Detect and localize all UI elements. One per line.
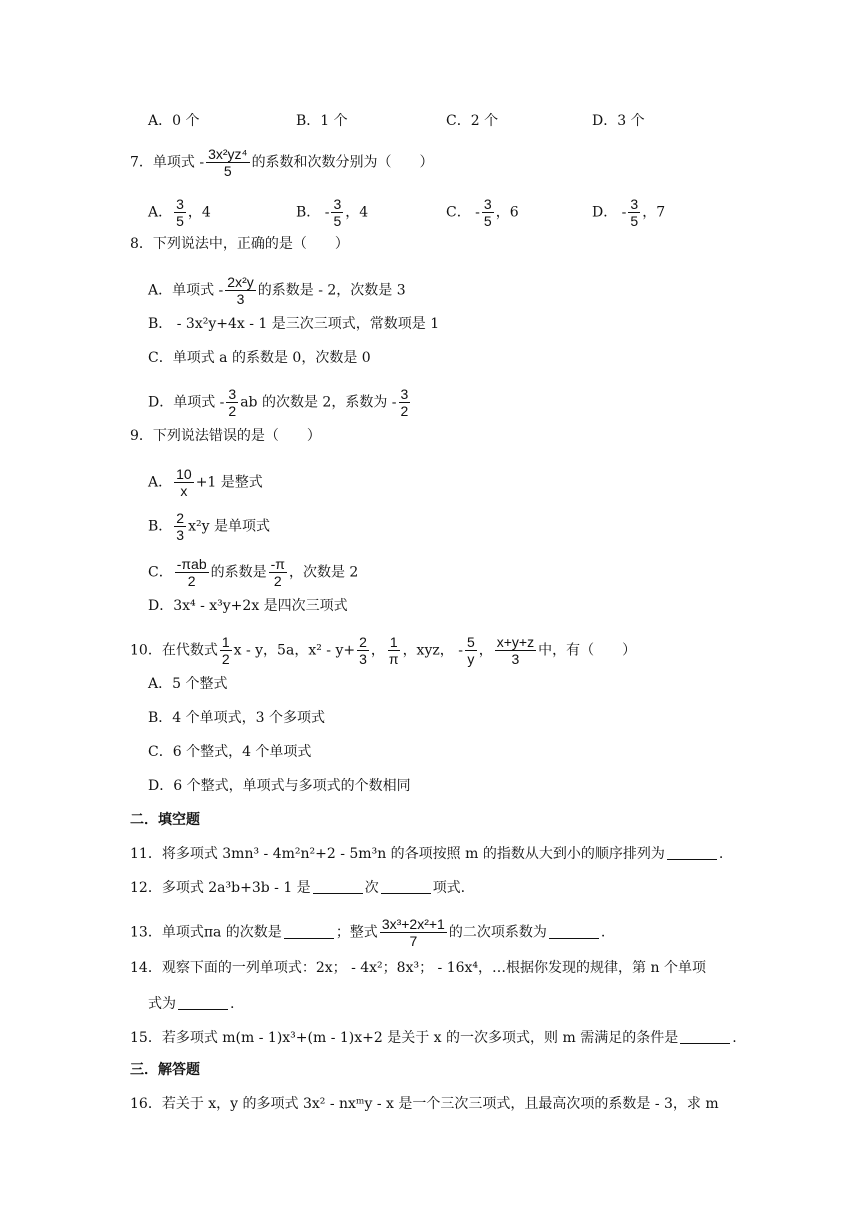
q10-f5-den: 3 — [511, 651, 520, 667]
q7-fraction — [206, 146, 249, 179]
q10-stem-post: 中，有（ ） — [538, 642, 637, 659]
q9-c-fraction-2 — [269, 556, 287, 589]
q7-a-den: 5 — [176, 213, 184, 229]
question-15 — [130, 1028, 737, 1048]
q9-c-mid: 的系数是 — [210, 564, 267, 581]
q9-b-den: 3 — [176, 527, 185, 543]
q7-a-num: 3 — [176, 196, 184, 212]
q13-mid: ；整式 — [335, 924, 378, 941]
q10-t1: x - y，5a，x² - y+ — [233, 642, 356, 659]
q9-option-d: D．3x⁴ - x³y+2x 是四次三项式 — [148, 598, 348, 614]
question-14-line-1: 14．观察下面的一列单项式：2x； - 4x²；8x³； - 16x⁴，…根据你发现的规律，第 n 个单项 — [130, 960, 706, 976]
q7-frac-num: 3x²yz⁴ — [208, 146, 248, 162]
q10-f4-den: y — [467, 651, 475, 667]
q8-d-num-1: 3 — [228, 386, 237, 402]
q7-a-label: A． — [148, 204, 173, 221]
q13-answer-blank-1[interactable] — [284, 924, 334, 939]
question-10-stem — [130, 634, 636, 667]
section-fill-in-heading: 二．填空题 — [130, 812, 200, 828]
q8-a-post: 的系数是 - 2，次数是 3 — [257, 282, 406, 299]
q12-text: 12．多项式 2a³b+3b - 1 是 — [130, 880, 311, 896]
q9-c-label: C． — [148, 564, 173, 581]
q13-den: 7 — [409, 933, 418, 949]
question-12 — [130, 878, 465, 898]
q13-num: 3x³+2x²+1 — [381, 916, 445, 932]
q12-mid: 次 — [364, 880, 379, 896]
q7-c-num: 3 — [483, 196, 492, 212]
q9-a-den: x — [180, 483, 188, 499]
q7-suffix: 的系数和次数分别为（ ） — [251, 154, 434, 171]
q15-answer-blank[interactable] — [680, 1029, 730, 1044]
q7-frac-den: 5 — [223, 163, 232, 179]
question-11 — [130, 844, 723, 864]
q8-d-den-1: 2 — [228, 403, 237, 419]
q10-stem-pre: 10．在代数式 — [130, 642, 218, 659]
q13-text: 13．单项式πa 的次数是 — [130, 924, 282, 941]
q7-b-tail: ，4 — [345, 204, 369, 221]
q9-option-c — [148, 556, 358, 589]
q10-frac-4 — [465, 634, 477, 667]
q8-a-fraction — [225, 274, 255, 307]
q9-option-b — [148, 510, 270, 543]
q7-option-d — [592, 196, 665, 229]
q7-c-label: C． - — [446, 204, 480, 221]
q7-d-num: 3 — [630, 196, 639, 212]
q7-option-c — [446, 196, 519, 229]
q13-fraction — [380, 916, 447, 949]
q8-d-pre: D．单项式 - — [148, 394, 225, 411]
q9-c-post: ，次数是 2 — [288, 564, 359, 581]
q14-post: . — [230, 996, 235, 1012]
q11-text: 11．将多项式 3mn³ - 4m²n²+2 - 5m³n 的各项按照 m 的指数从大到小的顺序排列为 — [130, 846, 665, 862]
q7-c-fraction — [482, 196, 494, 229]
q10-option-d: D．6 个整式，单项式与多项式的个数相同 — [148, 778, 411, 794]
q9-b-post: x²y 是单项式 — [188, 518, 270, 535]
q10-f3-num: 1 — [389, 634, 398, 650]
q8-d-den-2: 2 — [400, 403, 409, 419]
q12-answer-blank-2[interactable] — [381, 879, 431, 894]
q13-post: 的二次项系数为 — [448, 924, 547, 941]
q15-text: 15．若多项式 m(m - 1)x³+(m - 1)x+2 是关于 x 的一次多项式，则 m 需满足的条件是 — [130, 1030, 679, 1046]
q8-option-c: C．单项式 a 的系数是 0，次数是 0 — [148, 350, 371, 366]
q8-d-num-2: 3 — [400, 386, 409, 402]
q8-option-a — [148, 274, 406, 307]
q14-answer-blank[interactable] — [178, 995, 228, 1010]
q8-d-fraction-1 — [226, 386, 238, 419]
q10-f5-num: x+y+z — [496, 634, 535, 650]
q10-t2: ， — [370, 642, 385, 659]
q8-d-mid: ab 的次数是 2，系数为 - — [240, 394, 397, 411]
q9-option-a — [148, 466, 263, 499]
q7-d-label: D． - — [592, 204, 627, 221]
q10-t3: ，xyz， - — [402, 642, 463, 659]
q10-option-a: A．5 个整式 — [148, 676, 228, 692]
q7-c-tail: ，6 — [495, 204, 519, 221]
q13-end: . — [600, 924, 606, 941]
q8-a-pre: A．单项式 - — [148, 282, 224, 299]
q8-option-d — [148, 386, 412, 419]
q6-option-d: D．3 个 — [592, 113, 645, 129]
q6-option-c: C．2 个 — [446, 113, 499, 129]
q11-period: . — [718, 846, 724, 862]
q9-c-den-2: 2 — [273, 573, 282, 589]
q10-frac-2 — [357, 634, 369, 667]
q7-c-den: 5 — [483, 213, 492, 229]
q8-d-fraction-2 — [399, 386, 411, 419]
q10-f4-num: 5 — [466, 634, 475, 650]
q9-a-label: A． — [148, 474, 173, 491]
q7-option-b — [296, 196, 368, 229]
question-8-stem: 8．下列说法中，正确的是（ ） — [130, 236, 349, 252]
question-7 — [130, 146, 434, 179]
q9-b-num: 2 — [176, 510, 185, 526]
question-14-line-2 — [148, 994, 234, 1014]
q7-d-den: 5 — [630, 213, 639, 229]
q8-option-b: B． - 3x²y+4x - 1 是三次三项式，常数项是 1 — [148, 316, 440, 332]
q10-f1-den: 2 — [221, 651, 230, 667]
q7-a-fraction — [174, 196, 186, 229]
q9-a-num: 10 — [176, 466, 192, 482]
q10-option-b: B．4 个单项式，3 个多项式 — [148, 710, 326, 726]
q10-f2-den: 3 — [359, 651, 367, 667]
q7-option-a — [148, 196, 211, 229]
q9-b-label: B． — [148, 518, 173, 535]
q6-option-a: A．0 个 — [148, 113, 200, 129]
q13-answer-blank-2[interactable] — [549, 924, 599, 939]
q6-option-b: B．1 个 — [296, 113, 348, 129]
q9-b-fraction — [174, 510, 186, 543]
q7-b-num: 3 — [333, 196, 342, 212]
question-9-stem: 9．下列说法错误的是（ ） — [130, 428, 321, 444]
q9-a-post: +1 是整式 — [195, 474, 263, 491]
q7-prefix: 7．单项式 - — [130, 154, 205, 171]
q9-c-fraction-1 — [175, 556, 209, 589]
q7-b-fraction — [331, 196, 343, 229]
question-16: 16．若关于 x，y 的多项式 3x² - nxᵐy - x 是一个三次三项式，且最高次项的系数是 - 3，求 m — [130, 1096, 719, 1112]
section-answer-heading: 三．解答题 — [130, 1062, 200, 1078]
q7-d-tail: ，7 — [642, 204, 666, 221]
q7-b-den: 5 — [333, 213, 342, 229]
q12-post: 项式. — [432, 880, 466, 896]
q10-option-c: C．6 个整式，4 个单项式 — [148, 744, 312, 760]
q7-d-fraction — [628, 196, 640, 229]
q10-t4: ， — [478, 642, 493, 659]
q8-a-den: 3 — [236, 291, 245, 307]
q9-c-num-2: -π — [270, 556, 285, 572]
q10-f1-num: 1 — [221, 634, 230, 650]
q15-post: . — [732, 1030, 737, 1046]
q14-pre: 式为 — [148, 996, 176, 1012]
q9-c-den-1: 2 — [187, 573, 196, 589]
q10-f3-den: π — [388, 651, 399, 667]
q11-answer-blank[interactable] — [667, 845, 717, 860]
q9-c-num-1: -πab — [176, 556, 207, 572]
question-13 — [130, 916, 605, 949]
q10-frac-1 — [220, 634, 232, 667]
q10-f2-num: 2 — [359, 634, 367, 650]
q7-a-tail: ，4 — [187, 204, 211, 221]
q8-a-num: 2x²y — [227, 274, 254, 290]
q9-a-fraction — [174, 466, 194, 499]
q12-answer-blank-1[interactable] — [313, 879, 363, 894]
q10-frac-5 — [495, 634, 536, 667]
q10-frac-3 — [387, 634, 401, 667]
q7-b-label: B． - — [296, 204, 330, 221]
